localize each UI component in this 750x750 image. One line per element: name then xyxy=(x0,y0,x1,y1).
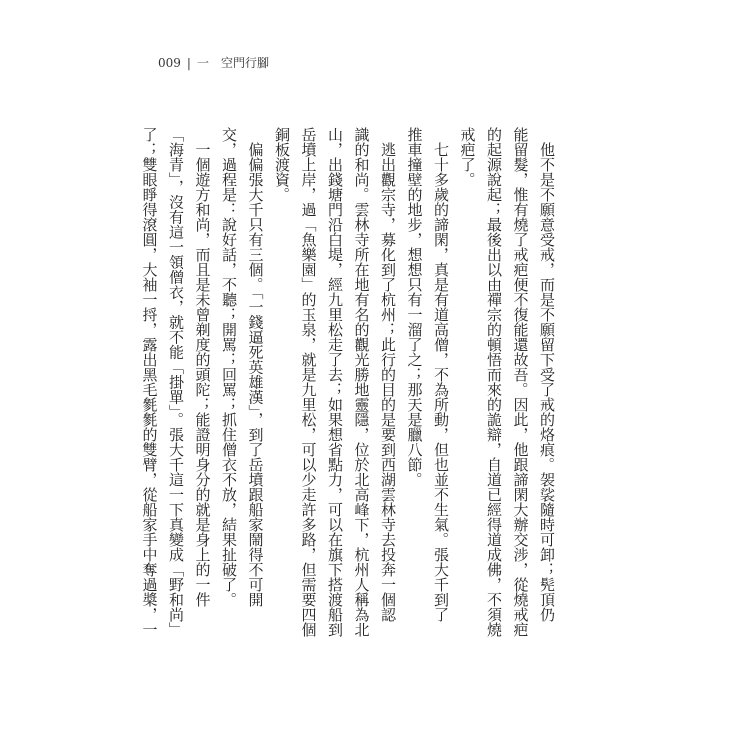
chapter-title: 一 空門行腳 xyxy=(196,56,269,70)
text-column: 七十多歲的諦閑，真是有道高僧，不為所動，但也並不生氣。張大千到了 xyxy=(432,142,450,622)
text-column: 一個遊方和尚，而且是未曾剃度的頭陀；能證明身分的就是身上的一件 xyxy=(193,142,212,607)
text-column: 山，出錢塘門沿白堤，經九里松走了去；如果想省點力，可以在旗下搭渡船到 xyxy=(326,127,344,637)
text-column: 銅板渡資。 xyxy=(273,127,291,202)
text-column: 能留髮，惟有燒了戒疤便不復能還故吾。因此，他跟諦閑大辦交涉，從燒戒疤 xyxy=(511,127,530,637)
page-number: 009 xyxy=(158,56,181,70)
header-separator: | xyxy=(186,56,191,70)
text-column: 他不是不願意受戒，而是不願留下受了戒的烙痕。袈裟隨時可卸；髡頂仍 xyxy=(538,142,556,622)
text-column: 了；雙眼睜得滾圓，大袖一捋，露出黑毛毿毿的雙臂，從船家手中奪過槳，一 xyxy=(140,127,159,637)
text-column: 「海青」，沒有這一領僧衣，就不能「掛單」。張大千這一下真變成「野和尚」 xyxy=(167,127,185,637)
text-column: 的起源說起；最後出以由禪宗的頓悟而來的詭辯，自道已經得道成佛，不須燒 xyxy=(485,127,503,637)
text-column: 交，過程是：說好話，不聽；開罵；回罵；抓住僧衣不放，結果扯破了。 xyxy=(220,127,238,607)
text-column: 識的和尚。雲林寺所在地有名的觀光勝地靈隱，位於北高峰下，杭州人稱為北 xyxy=(352,127,371,637)
text-column: 偏偏張大千只有三個。「一錢逼死英雄漢」，到了岳墳跟船家鬧得不可開 xyxy=(246,142,265,607)
text-column: 戒疤了。 xyxy=(458,127,477,187)
text-column: 岳墳上岸，過「魚樂園」的玉泉，就是九里松，可以少走許多路，但需要四個 xyxy=(299,127,318,637)
body-text xyxy=(136,127,560,652)
text-column: 推車撞壁的地步，想想只有一溜了之；那天是臘八節。 xyxy=(405,127,424,487)
running-head xyxy=(158,55,269,71)
text-column: 逃出觀宗寺，募化到了杭州；此行的目的是要到西湖雲林寺去投奔一個認 xyxy=(379,142,397,622)
